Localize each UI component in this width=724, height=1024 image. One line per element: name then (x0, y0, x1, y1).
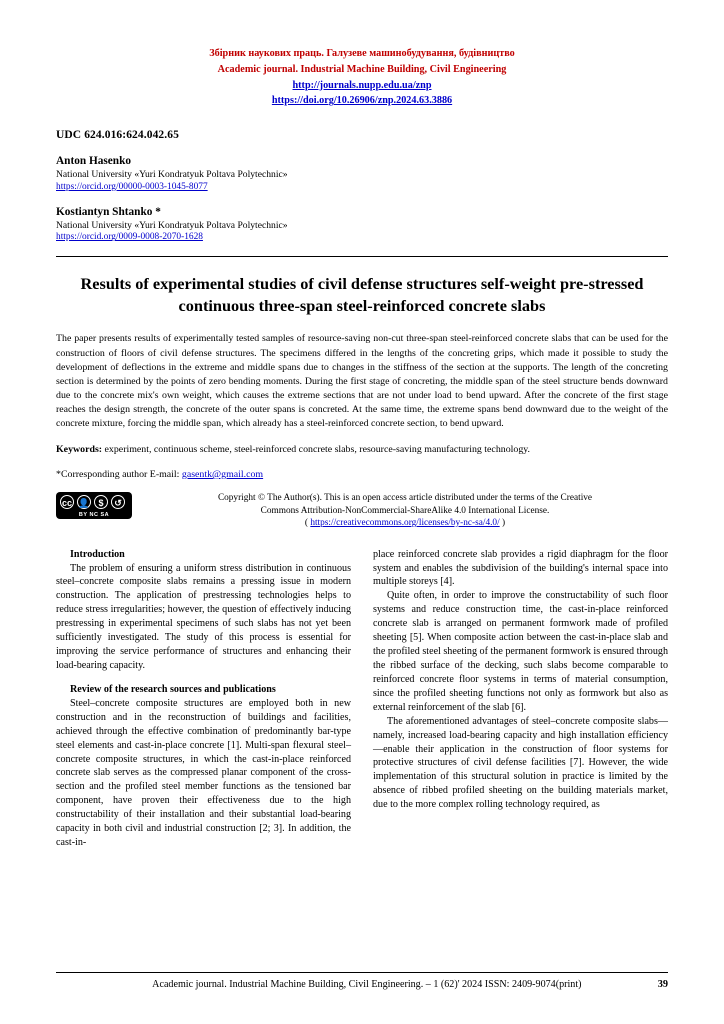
cc-sa-icon: ↺ (111, 495, 125, 509)
page-footer (56, 972, 668, 990)
author-affiliation: National University «Yuri Kondratyuk Poltava Polytechnic» (56, 168, 288, 180)
author-block-1 (56, 154, 668, 192)
corresponding-label: *Corresponding author E-mail: (56, 468, 182, 480)
author-block-2 (56, 205, 668, 243)
journal-title-eng: Academic journal. Industrial Machine Building, Civil Engineering (217, 63, 507, 75)
corresponding-email-link[interactable]: gasentk@gmail.com (181, 468, 264, 480)
footer-citation: Academic journal. Industrial Machine Building, Civil Engineering. – 1 (62)' 2024 ISSN: 2409-9074(print) (152, 979, 582, 990)
paragraph-continued: place reinforced concrete slab provides a rigid diaphragm for the floor system and enables the subdivision of the building's internal space into multiple storeys [4]. (373, 548, 668, 588)
license-paren-close: ) (499, 518, 506, 529)
cc-badge-strip: BY NC SA (78, 511, 110, 518)
author-orcid (56, 182, 668, 192)
page-number: 39 (657, 979, 668, 990)
paragraph: The aforementioned advantages of steel–concrete composite slabs—namely, increased load-bearing capacity and high installation efficiency—enable their application in the construction of floor systems for protective structures of civil defense facilities [7]. However, the wide implementation of this structural solution in practice is limited by the absence of ribbed profiled sheeting on the building materials market, due to the more complex rolling technology required, as (373, 715, 668, 811)
left-column (56, 548, 351, 850)
cc-letter-icon: cc (60, 495, 74, 509)
keywords-text: experiment, continuous scheme, steel-reinforced concrete slabs, resource-saving manufacturing technology. (102, 443, 531, 455)
paragraph: Quite often, in order to improve the constructability of such floor systems and reduce construction time, the cast-in-place reinforced concrete slab is arranged on permanent formwork made of profiled sheeting [5]. When composite action between the cast-in-place slab and the profiled steel sheeting of the permanent formwork is ensured through the ribbed surface of the decking, such slabs become comparable to reinforced concrete floor systems in terms of material consumption, since the profiled sheeting functions not only as formwork but also as external reinforcement of the slab [6]. (373, 590, 668, 713)
author-affiliation: National University «Yuri Kondratyuk Poltava Polytechnic» (56, 219, 288, 231)
journal-header (56, 46, 668, 109)
journal-site-link[interactable]: http://journals.nupp.edu.ua/znp (292, 79, 432, 91)
paragraph: Steel–concrete composite structures are employed both in new construction and in the reconstruction of buildings and facilities, achieved through the effective combination of predominantly bar-type steel elements and cast-in-place concrete [1]. Multi-span flexural steel–concrete composite structures, in which the cast-in-place reinforced concrete slab serves as the compressed planar component of the cross-section and the profiled steel member functions as the tensioned bar component, have proven their effectiveness due to the high constructability of their installation and their substantial load-bearing capacity in both civil and industrial construction [2; 3]. In addition, the cast-in- (56, 697, 351, 849)
journal-title-ukr: Збірник наукових праць. Галузеве машинобудування, будівництво (209, 48, 515, 59)
keywords (56, 443, 668, 457)
section-heading-introduction: Introduction (70, 548, 125, 560)
header-divider (56, 256, 668, 257)
orcid-link[interactable]: https://orcid.org/0009-0008-2070-1628 (56, 232, 203, 243)
license-paren-open: ( (304, 518, 311, 529)
author-name: Anton Hasenko (56, 155, 132, 168)
corresponding-author (56, 469, 668, 480)
paper-title: Results of experimental studies of civil defense structures self-weight pre-stressed continuous three-span steel-reinforced concrete slabs (80, 274, 644, 315)
license-line-2: Commons Attribution-NonCommercial-ShareAlike 4.0 International License. (260, 505, 550, 516)
license-line-3 (142, 517, 668, 530)
cc-nc-icon: $ (94, 495, 108, 509)
udc-code: UDC 624.016:624.042.65 (56, 129, 179, 142)
right-column (373, 548, 668, 850)
author-orcid (56, 232, 668, 242)
author-name: Kostiantyn Shtanko * (56, 205, 161, 218)
abstract-text: The paper presents results of experimentally tested samples of resource-saving non-cut three-span steel-reinforced concrete slabs that can be used for the construction of floors of civil defense structures. The specimens differed in the lengths of the concreting grips, which made it possible to study the development of deflections in the extreme and middle spans due to changes in the stiffness of the section at the supports. The length of the concreting section is determined by the points of zero bending moments. During the first stage of concreting, the middle span of the steel structure bends downward due to the concrete mix's own weight, which causes the extreme sections that are not under load to bend upward. After the concrete of the first stage reaches the design strength, the concrete of the outer spans is concreted. At the same time, the extreme spans bend downward due to the weight of the concrete mixture, forcing the middle span, which already has a steel-reinforced concrete section, to bend upward. (56, 333, 668, 429)
footer-divider (56, 972, 668, 973)
license-link[interactable]: https://creativecommons.org/licenses/by-nc-sa/4.0/ (310, 518, 500, 529)
section-heading-review: Review of the research sources and publications (70, 683, 276, 695)
license-text (142, 492, 668, 530)
doi-link[interactable]: https://doi.org/10.26906/znp.2024.63.3886 (271, 95, 453, 107)
orcid-link[interactable]: https://orcid.org/00000-0003-1045-8077 (56, 181, 208, 192)
cc-by-icon: 👤 (77, 495, 91, 509)
license-line-1: Copyright © The Author(s). This is an open access article distributed under the terms of the Creative (217, 492, 593, 503)
body-columns (56, 548, 668, 850)
keywords-label: Keywords: (56, 443, 103, 455)
creative-commons-icon (56, 492, 132, 519)
license-box (56, 492, 668, 530)
paragraph: The problem of ensuring a uniform stress distribution in continuous steel–concrete composite slabs remains a pressing issue in modern construction. The application of prestressing technologies helps to reduce stress irregularities; however, the question of effectively inducing prestressing in experimental specimens of such slabs has not yet been sufficiently investigated. The study of this process is essential for improving the service performance of structures and enhancing their load-bearing capacity. (56, 562, 351, 671)
